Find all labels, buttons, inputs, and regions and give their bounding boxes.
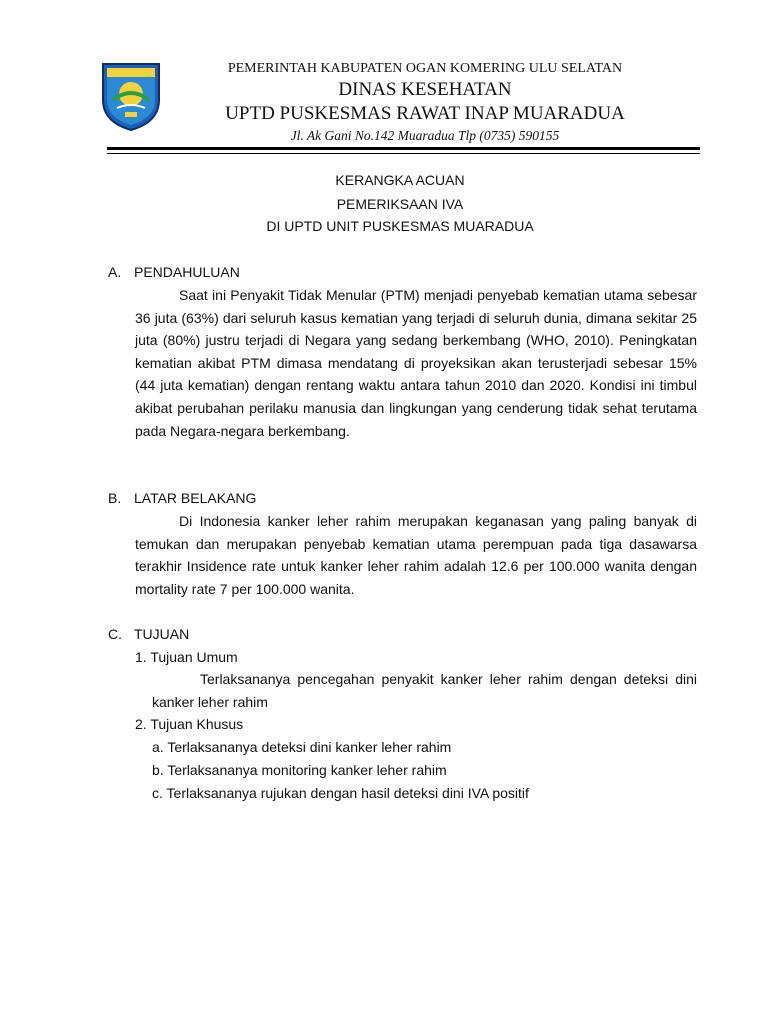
tujuan-khusus-item-c: c. Terlaksananya rujukan dengan hasil deteksi dini IVA positif — [152, 785, 529, 801]
agency-name: DINAS KESEHATAN — [338, 79, 512, 100]
tujuan-khusus-label: 2. Tujuan Khusus — [135, 716, 244, 732]
institution-name: UPTD PUSKESMAS RAWAT INAP MUARADUA — [225, 103, 625, 124]
tujuan-khusus-item-b: b. Terlaksananya monitoring kanker leher rahim — [152, 762, 447, 778]
tujuan-umum-text: Terlaksananya pencegahan penyakit kanker leher rahim dengan deteksi dini kanker leher rahim — [152, 671, 697, 710]
letterhead — [175, 60, 675, 144]
regency-logo — [99, 60, 163, 132]
document-title-line1: KERANGKA ACUAN — [335, 172, 465, 188]
section-heading-b: B. LATAR BELAKANG — [108, 490, 257, 506]
header-rule-thick — [107, 147, 700, 150]
section-heading-c: C. TUJUAN — [108, 626, 190, 642]
tujuan-khusus-item-a: a. Terlaksananya deteksi dini kanker leher rahim — [152, 739, 452, 755]
header-rule-thin — [107, 153, 700, 154]
document-title-line3: DI UPTD UNIT PUSKESMAS MUARADUA — [266, 218, 534, 234]
institution-address: Jl. Ak Gani No.142 Muaradua Tlp (0735) 590155 — [290, 128, 560, 143]
section-b-paragraph: Di Indonesia kanker leher rahim merupakan keganasan yang paling banyak di temukan dan merupakan penyebab kematian utama perempuan pada tiga dasawarsa terakhir Insidence rate untuk kanker leher rahim adalah 12.6 per 100.000 wanita dengan mortality rate 7 per 100.000 wanita. — [135, 513, 697, 597]
tujuan-umum-label: 1. Tujuan Umum — [135, 649, 238, 665]
document-title-line2: PEMERIKSAAN IVA — [336, 196, 464, 212]
section-a-paragraph: Saat ini Penyakit Tidak Menular (PTM) menjadi penyebab kematian utama sebesar 36 juta (63%) dari seluruh kasus kematian yang terjadi di seluruh dunia, dimana sekitar 25 juta (80%) justru terjadi di Negara yang sedang berkembang (WHO, 2010). Peningkatan kematian akibat PTM dimasa mendatang di proyeksikan akan terusterjadi sebesar 15% (44 juta kematian) dengan rentang waktu antara tahun 2010 dan 2020. Kondisi ini timbul akibat perubahan perilaku manusia dan lingkungan yang cenderung tidak sehat terutama pada Negara-negara berkembang. — [135, 287, 697, 439]
government-name: PEMERINTAH KABUPATEN OGAN KOMERING ULU SELATAN — [227, 61, 623, 76]
section-heading-a: A. PENDAHULUAN — [108, 264, 240, 280]
